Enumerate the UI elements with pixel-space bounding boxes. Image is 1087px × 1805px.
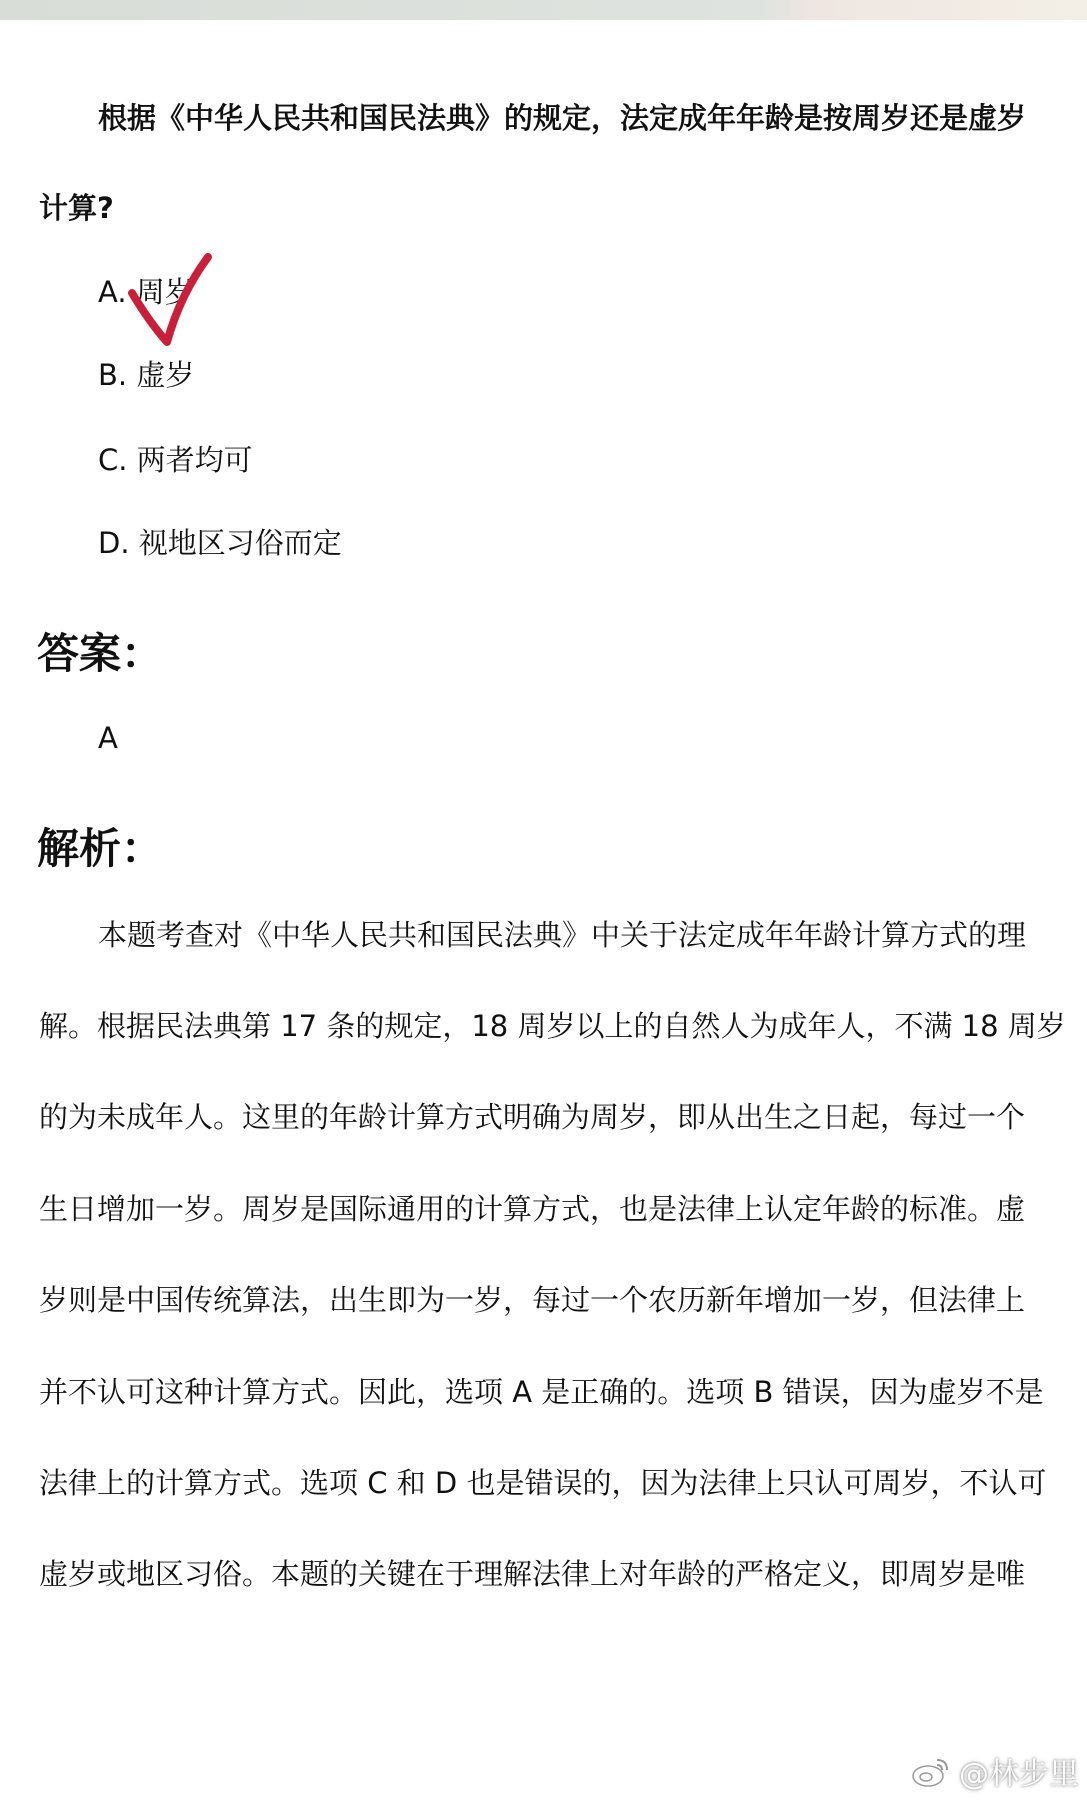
- analysis-line: 法律上的计算方式。选项 C 和 D 也是错误的，因为法律上只认可周岁，不认可: [39, 1466, 1047, 1500]
- analysis-heading: 解析：: [37, 824, 164, 873]
- top-banner: [0, 0, 1087, 20]
- analysis-line: 虚岁或地区习俗。本题的关键在于理解法律上对年龄的严格定义，即周岁是唯: [39, 1557, 1026, 1591]
- answer-heading: 答案：: [37, 629, 164, 678]
- analysis-line: 生日增加一岁。周岁是国际通用的计算方式，也是法律上认定年龄的标准。虚: [39, 1192, 1026, 1226]
- option-d: D. 视地区习俗而定: [98, 526, 342, 560]
- question-line-2: 计算?: [39, 191, 114, 225]
- option-c: C. 两者均可: [98, 443, 253, 477]
- analysis-line: 本题考查对《中华人民共和国民法典》中关于法定成年年龄计算方式的理: [98, 918, 1027, 952]
- weibo-logo-icon: [911, 1754, 951, 1788]
- answer-value: A: [98, 721, 118, 755]
- analysis-line: 并不认可这种计算方式。因此，选项 A 是正确的。选项 B 错误，因为虚岁不是: [39, 1375, 1044, 1409]
- watermark: [911, 1749, 1079, 1793]
- analysis-line: 解。根据民法典第 17 条的规定，18 周岁以上的自然人为成年人，不满 18 周岁: [39, 1009, 1066, 1043]
- option-a: A. 周岁: [98, 275, 194, 309]
- question-line-1: 根据《中华人民共和国民法典》的规定，法定成年年龄是按周岁还是虚岁: [98, 101, 1027, 135]
- red-check-mark-icon: [120, 245, 220, 350]
- watermark-text: @林步里: [959, 1757, 1079, 1792]
- analysis-line: 岁则是中国传统算法，出生即为一岁，每过一个农历新年增加一岁，但法律上: [39, 1283, 1026, 1317]
- analysis-line: 的为未成年人。这里的年龄计算方式明确为周岁，即从出生之日起，每过一个: [39, 1100, 1026, 1134]
- option-b: B. 虚岁: [98, 358, 195, 392]
